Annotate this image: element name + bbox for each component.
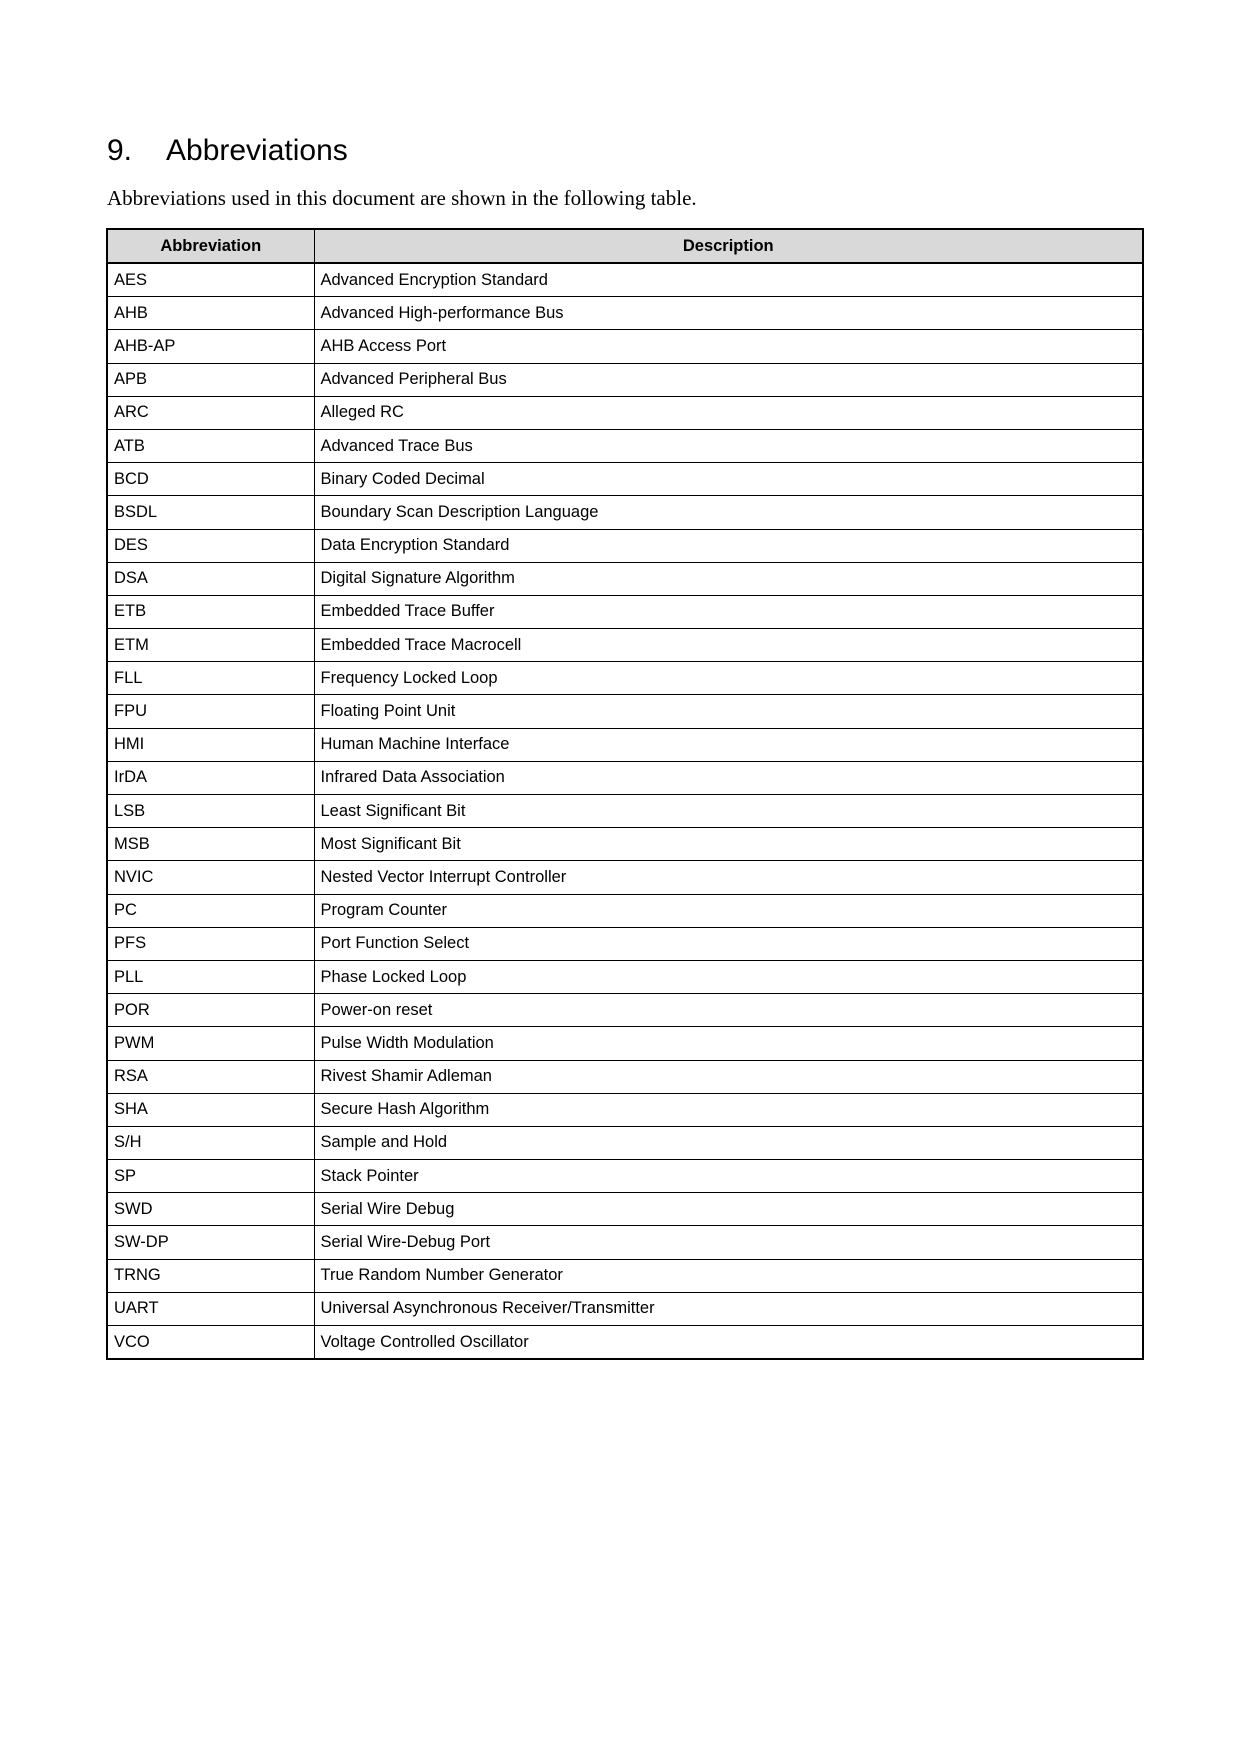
abbreviation-cell: AES: [107, 263, 314, 297]
description-cell: Data Encryption Standard: [314, 529, 1143, 562]
abbreviation-cell: PC: [107, 894, 314, 927]
description-cell: Phase Locked Loop: [314, 960, 1143, 993]
table-row: [107, 1126, 1143, 1159]
description-cell: Alleged RC: [314, 396, 1143, 429]
abbreviation-cell: SHA: [107, 1093, 314, 1126]
table-row: [107, 396, 1143, 429]
description-cell: Sample and Hold: [314, 1126, 1143, 1159]
abbreviation-cell: FPU: [107, 695, 314, 728]
abbreviation-cell: AHB-AP: [107, 330, 314, 363]
table-row: [107, 562, 1143, 595]
description-cell: Power-on reset: [314, 994, 1143, 1027]
description-cell: Infrared Data Association: [314, 761, 1143, 794]
table-row: [107, 1326, 1143, 1360]
description-cell: Boundary Scan Description Language: [314, 496, 1143, 529]
abbreviation-cell: MSB: [107, 828, 314, 861]
abbreviation-cell: ARC: [107, 396, 314, 429]
table-row: [107, 595, 1143, 628]
abbreviation-cell: APB: [107, 363, 314, 396]
abbreviation-cell: BSDL: [107, 496, 314, 529]
abbreviation-cell: SP: [107, 1160, 314, 1193]
table-row: [107, 297, 1143, 330]
description-cell: Port Function Select: [314, 927, 1143, 960]
abbreviation-cell: SWD: [107, 1193, 314, 1226]
description-cell: Universal Asynchronous Receiver/Transmitter: [314, 1292, 1143, 1325]
abbreviation-cell: SW-DP: [107, 1226, 314, 1259]
table-row: [107, 363, 1143, 396]
table-row: [107, 1093, 1143, 1126]
table-row: [107, 1292, 1143, 1325]
table-row: [107, 1027, 1143, 1060]
header-abbreviation: Abbreviation: [107, 229, 314, 263]
description-cell: Advanced High-performance Bus: [314, 297, 1143, 330]
abbreviation-cell: DES: [107, 529, 314, 562]
description-cell: Least Significant Bit: [314, 795, 1143, 828]
abbreviation-cell: POR: [107, 994, 314, 1027]
header-description: Description: [314, 229, 1143, 263]
table-row: [107, 330, 1143, 363]
table-row: [107, 1193, 1143, 1226]
table-row: [107, 1060, 1143, 1093]
table-row: [107, 927, 1143, 960]
description-cell: Human Machine Interface: [314, 728, 1143, 761]
table-row: [107, 429, 1143, 462]
table-row: [107, 529, 1143, 562]
abbreviation-cell: TRNG: [107, 1259, 314, 1292]
table-row: [107, 1226, 1143, 1259]
abbreviation-cell: LSB: [107, 795, 314, 828]
table-row: [107, 1259, 1143, 1292]
table-row: [107, 960, 1143, 993]
abbreviation-cell: PFS: [107, 927, 314, 960]
abbreviation-cell: VCO: [107, 1326, 314, 1360]
description-cell: Digital Signature Algorithm: [314, 562, 1143, 595]
abbreviation-cell: UART: [107, 1292, 314, 1325]
abbreviation-cell: ETM: [107, 629, 314, 662]
abbreviation-cell: AHB: [107, 297, 314, 330]
table-row: [107, 463, 1143, 496]
table-row: [107, 861, 1143, 894]
table-row: [107, 662, 1143, 695]
description-cell: Advanced Encryption Standard: [314, 263, 1143, 297]
table-row: [107, 728, 1143, 761]
table-row: [107, 828, 1143, 861]
abbreviations-table: [106, 228, 1144, 1360]
abbreviation-cell: NVIC: [107, 861, 314, 894]
table-row: [107, 629, 1143, 662]
section-heading: [107, 133, 348, 169]
description-cell: Serial Wire Debug: [314, 1193, 1143, 1226]
description-cell: Voltage Controlled Oscillator: [314, 1326, 1143, 1360]
description-cell: AHB Access Port: [314, 330, 1143, 363]
abbreviation-cell: FLL: [107, 662, 314, 695]
abbreviation-cell: RSA: [107, 1060, 314, 1093]
description-cell: Rivest Shamir Adleman: [314, 1060, 1143, 1093]
description-cell: Stack Pointer: [314, 1160, 1143, 1193]
table-header-row: [107, 229, 1143, 263]
abbreviation-cell: PWM: [107, 1027, 314, 1060]
description-cell: Pulse Width Modulation: [314, 1027, 1143, 1060]
description-cell: Program Counter: [314, 894, 1143, 927]
table-row: [107, 994, 1143, 1027]
description-cell: Embedded Trace Buffer: [314, 595, 1143, 628]
table-row: [107, 1160, 1143, 1193]
description-cell: True Random Number Generator: [314, 1259, 1143, 1292]
abbreviation-cell: BCD: [107, 463, 314, 496]
description-cell: Advanced Trace Bus: [314, 429, 1143, 462]
table-row: [107, 695, 1143, 728]
description-cell: Serial Wire-Debug Port: [314, 1226, 1143, 1259]
description-cell: Frequency Locked Loop: [314, 662, 1143, 695]
description-cell: Nested Vector Interrupt Controller: [314, 861, 1143, 894]
abbreviation-cell: ATB: [107, 429, 314, 462]
description-cell: Secure Hash Algorithm: [314, 1093, 1143, 1126]
abbreviation-cell: PLL: [107, 960, 314, 993]
section-title: Abbreviations: [166, 134, 348, 167]
abbreviation-cell: IrDA: [107, 761, 314, 794]
table-row: [107, 496, 1143, 529]
abbreviation-cell: DSA: [107, 562, 314, 595]
abbreviation-cell: ETB: [107, 595, 314, 628]
abbreviation-cell: S/H: [107, 1126, 314, 1159]
description-cell: Floating Point Unit: [314, 695, 1143, 728]
abbreviation-cell: HMI: [107, 728, 314, 761]
table-body: [107, 263, 1143, 1359]
section-number: 9.: [107, 134, 133, 167]
table-row: [107, 761, 1143, 794]
table-row: [107, 263, 1143, 297]
table-row: [107, 795, 1143, 828]
intro-paragraph: Abbreviations used in this document are shown in the following table.: [107, 186, 697, 210]
description-cell: Embedded Trace Macrocell: [314, 629, 1143, 662]
description-cell: Most Significant Bit: [314, 828, 1143, 861]
description-cell: Binary Coded Decimal: [314, 463, 1143, 496]
description-cell: Advanced Peripheral Bus: [314, 363, 1143, 396]
table-row: [107, 894, 1143, 927]
